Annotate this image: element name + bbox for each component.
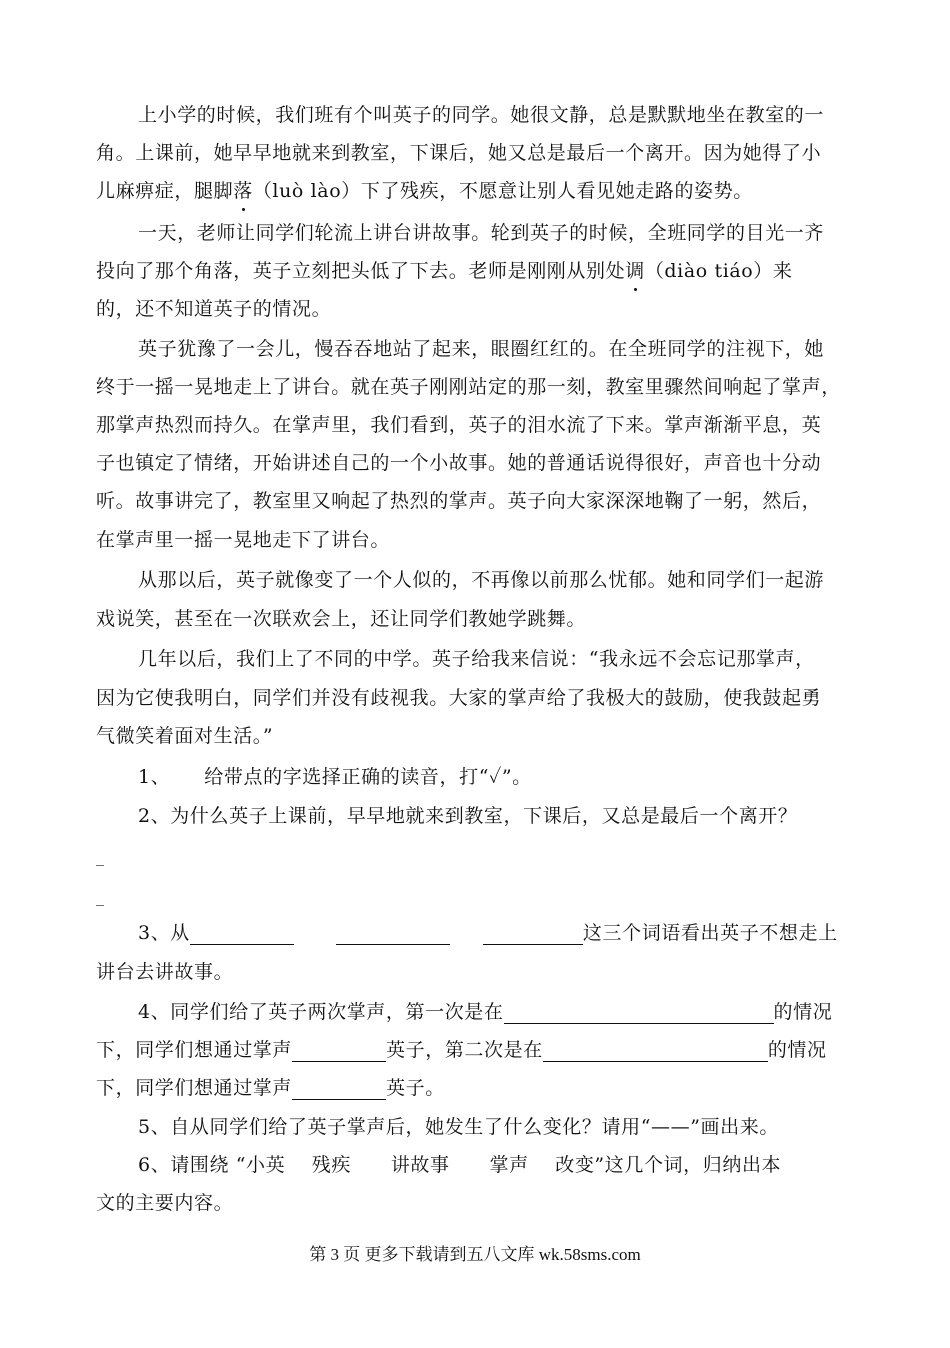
dotted-char-diao: 调: [625, 251, 645, 291]
p1-line3-b: （luò lào）下了残疾，不愿意让别人看见她走路的姿势。: [252, 180, 753, 202]
question-3: [96, 913, 856, 953]
p1-line3: [96, 171, 856, 211]
q3-blank-3[interactable]: [483, 922, 583, 945]
p1-line3-a: 儿麻痹症，腿脚: [96, 180, 234, 202]
q4-tail-1: 的情况: [773, 1001, 833, 1023]
p2-line1: 一天，老师让同学们轮流上讲台讲故事。轮到英子的时候，全班同学的目光一齐: [138, 222, 825, 244]
question-6-line2: 文的主要内容。: [96, 1192, 234, 1214]
p1-line2: 角。上课前，她早早地就来到教室，下课后，她又总是最后一个离开。因为她得了小: [96, 142, 822, 164]
question-4-line2: [96, 1030, 856, 1070]
p2-line3: 的，还不知道英子的情况。: [96, 298, 332, 320]
q3-lead: 3、从: [138, 922, 190, 944]
q3-tail: 这三个词语看出英子不想走上: [582, 922, 838, 944]
question-1: [96, 757, 856, 797]
question-2: 2、为什么英子上课前，早早地就来到教室，下课后，又总是最后一个离开？: [138, 805, 798, 827]
p2-line2: [96, 251, 856, 291]
p3-line2: 终于一摇一晃地走上了讲台。就在英子刚刚站定的那一刻，教室里骤然间响起了掌声，: [96, 376, 841, 398]
p3-line3: 那掌声热烈而持久。在掌声里，我们看到，英子的泪水流了下来。掌声渐渐平息，英: [96, 414, 822, 436]
q4-blank-2[interactable]: [292, 1039, 386, 1062]
page-footer: 第 3 页 更多下载请到五八文库 wk.58sms.com: [309, 1245, 641, 1264]
q4-blank-1[interactable]: [504, 1001, 774, 1024]
q4-mid-2: 英子，第二次是在: [386, 1039, 543, 1061]
p4-line1: 从那以后，英子就像变了一个人似的，不再像以前那么忧郁。她和同学们一起游: [138, 569, 825, 591]
p3-line1: 英子犹豫了一会儿，慢吞吞地站了起来，眼圈红红的。在全班同学的注视下，她: [138, 338, 825, 360]
q4-blank-4[interactable]: [292, 1077, 386, 1100]
question-5: 5、自从同学们给了英子掌声后，她发生了什么变化？请用“——”画出来。: [138, 1116, 779, 1138]
answer-line-2[interactable]: _: [96, 887, 105, 906]
q4-mid-3: 下，同学们想通过掌声: [96, 1077, 293, 1099]
dotted-char-luo: 落: [233, 171, 253, 211]
q4-tail-2: 的情况: [767, 1039, 827, 1061]
answer-line-1[interactable]: _: [96, 847, 105, 866]
q3-blank-2[interactable]: [336, 922, 450, 945]
p1-line1: 上小学的时候，我们班有个叫英子的同学。她很文静，总是默默地坐在教室的一: [138, 104, 825, 126]
question-4-line1: [96, 992, 856, 1032]
q4-blank-3[interactable]: [543, 1039, 768, 1062]
p5-line3: 气微笑着面对生活。”: [96, 725, 274, 747]
question-6-line1: 6、请围绕 “小英 残疾 讲故事 掌声 改变”这几个词，归纳出本: [138, 1154, 782, 1176]
p5-line2: 因为它使我明白，同学们并没有歧视我。大家的掌声给了我极大的鼓励，使我鼓起勇: [96, 687, 822, 709]
p4-line2: 戏说笑，甚至在一次联欢会上，还让同学们教她学跳舞。: [96, 608, 587, 630]
p2-line2-b: （diào tiáo）来: [644, 260, 793, 282]
q3-blank-1[interactable]: [190, 922, 294, 945]
p2-line2-a: 投向了那个角落，英子立刻把头低了下去。老师是刚刚从别处: [96, 260, 626, 282]
p5-line1: 几年以后，我们上了不同的中学。英子给我来信说：“我永远不会忘记那掌声，: [138, 648, 815, 670]
q1-number: 1、: [138, 766, 171, 788]
q4-mid-1: 下，同学们想通过掌声: [96, 1039, 293, 1061]
q4-tail-3: 英子。: [386, 1077, 445, 1099]
question-4-line3: [96, 1068, 856, 1108]
question-3-cont: 讲台去讲故事。: [96, 961, 234, 983]
q1-text: 给带点的字选择正确的读音，打“✓”。: [204, 766, 532, 788]
p3-line5: 听。故事讲完了，教室里又响起了热烈的掌声。英子向大家深深地鞠了一躬，然后，: [96, 490, 822, 512]
p3-line4: 子也镇定了情绪，开始讲述自己的一个小故事。她的普通话说得很好，声音也十分动: [96, 452, 822, 474]
q4-lead: 4、同学们给了英子两次掌声，第一次是在: [138, 1001, 504, 1023]
p3-line6: 在掌声里一摇一晃地走下了讲台。: [96, 529, 391, 551]
